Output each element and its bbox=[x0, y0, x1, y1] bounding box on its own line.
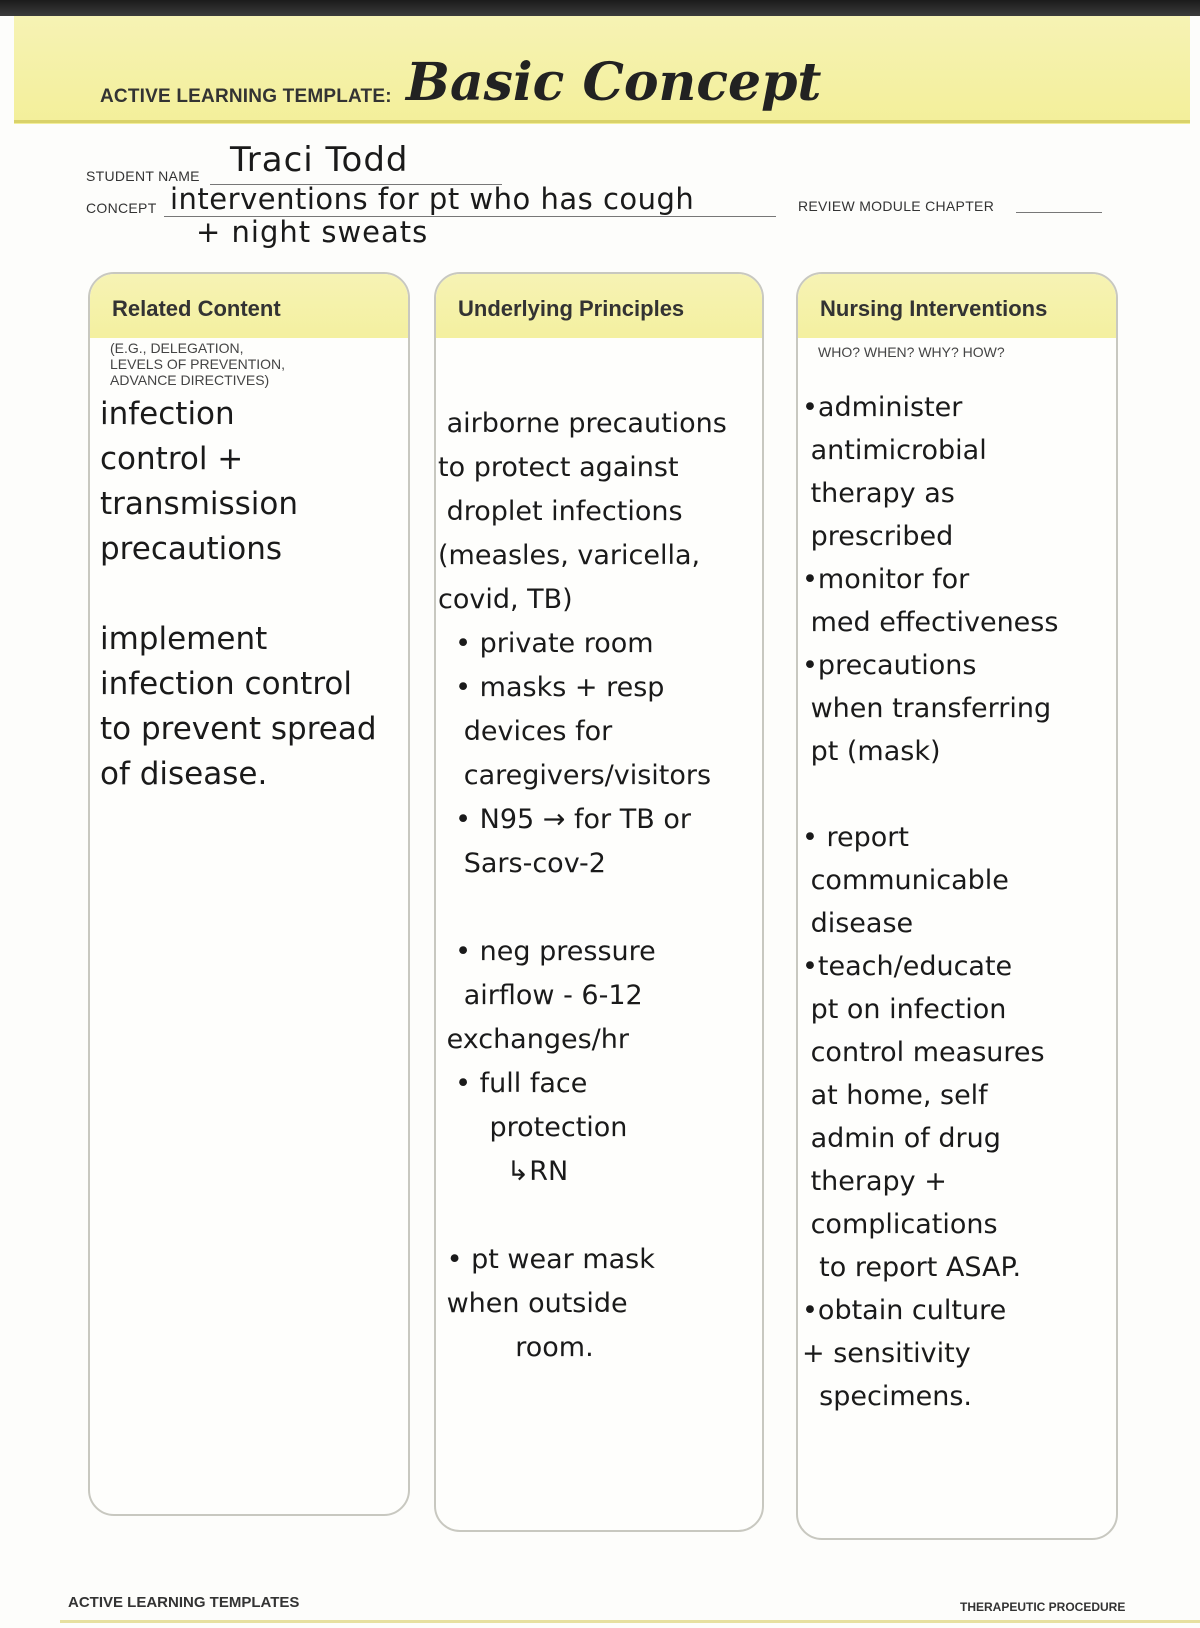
template-label: ACTIVE LEARNING TEMPLATE: bbox=[100, 86, 392, 107]
student-name-label: STUDENT NAME bbox=[86, 168, 200, 184]
nursing-interventions-sub: WHO? WHEN? WHY? HOW? bbox=[818, 344, 1005, 360]
review-module-line bbox=[1016, 212, 1102, 213]
student-name-value: Traci Todd bbox=[230, 140, 409, 180]
concept-value-line1: interventions for pt who has cough bbox=[170, 182, 695, 216]
footer-left-label: ACTIVE LEARNING TEMPLATES bbox=[68, 1594, 300, 1611]
concept-label: CONCEPT bbox=[86, 200, 157, 216]
nursing-interventions-title: Nursing Interventions bbox=[820, 296, 1048, 321]
footer-rule bbox=[60, 1620, 1200, 1623]
underlying-principles-panel bbox=[434, 272, 764, 1532]
nursing-interventions-text: •administer antimicrobial therapy as prescribed •monitor for med effectiveness •precautions when transferring pt (mask) • report communicable disease •teach/educate pt on infection control measures at home, self admin of drug therapy + complications to report ASAP. •obtain culture + sensitivity specimens. bbox=[802, 392, 1059, 1412]
review-module-label: REVIEW MODULE CHAPTER bbox=[798, 198, 995, 214]
related-content-sub-1: (E.G., DELEGATION, bbox=[110, 340, 244, 356]
related-content-text: infection control + transmission precautions implement infection control to prevent spread of disease. bbox=[100, 396, 377, 792]
underlying-principles-text: airborne precautions to protect against droplet infections (measles, varicella, covid, TB) • private room • masks + resp devices for caregivers/visitors • N95 → for TB or Sars-cov-2 • neg pressure airflow - 6-12 exchanges/hr • full face protection ↳RN • pt wear mask when outside room. bbox=[438, 408, 727, 1363]
underlying-principles-title: Underlying Principles bbox=[458, 296, 685, 321]
footer-right-label: THERAPEUTIC PROCEDURE bbox=[960, 1600, 1126, 1614]
related-content-panel bbox=[88, 272, 410, 1516]
concept-value-line2: + night sweats bbox=[196, 215, 429, 249]
related-content-title: Related Content bbox=[112, 296, 281, 321]
page-title: Basic Concept bbox=[406, 52, 822, 113]
related-content-sub-3: ADVANCE DIRECTIVES) bbox=[110, 372, 270, 388]
nursing-interventions-panel bbox=[796, 272, 1118, 1540]
header-rule bbox=[14, 120, 1190, 123]
scan-top-edge bbox=[0, 0, 1200, 16]
related-content-sub-2: LEVELS OF PREVENTION, bbox=[110, 356, 286, 372]
